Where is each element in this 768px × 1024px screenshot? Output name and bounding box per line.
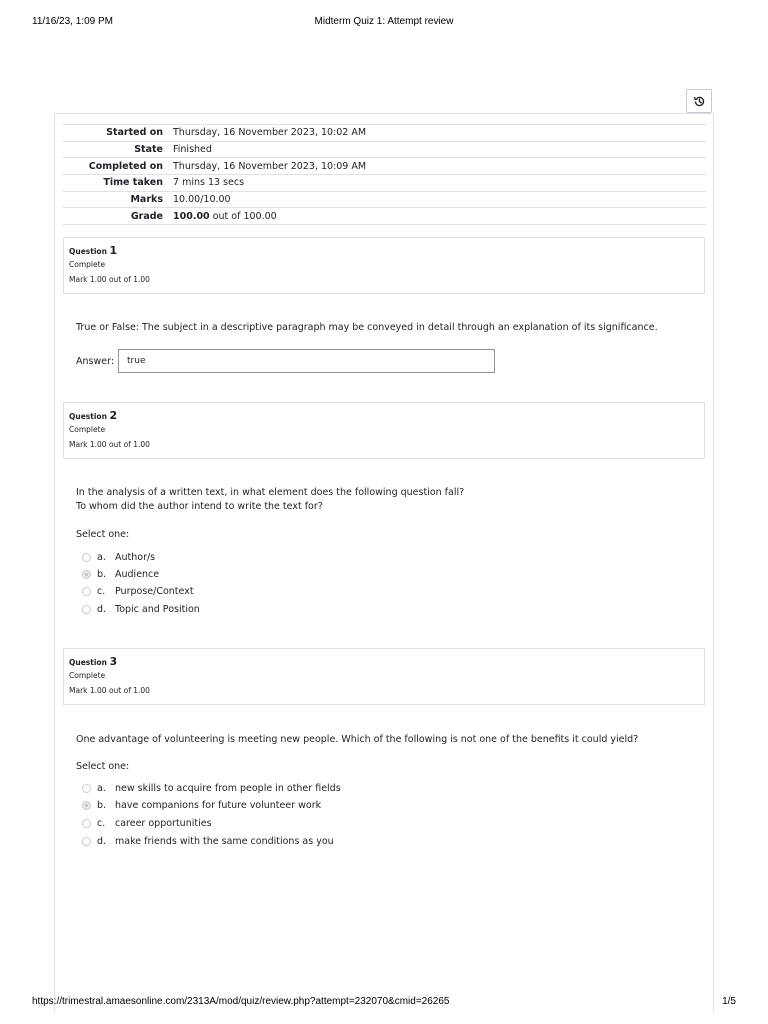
question-grade: Mark 1.00 out of 1.00 — [69, 275, 150, 284]
option-b[interactable] — [82, 567, 159, 581]
summary-value: 7 mins 13 secs — [173, 177, 245, 189]
summary-row — [63, 175, 706, 192]
option-text: Purpose/Context — [115, 585, 194, 597]
select-one-label: Select one: — [76, 761, 130, 772]
option-text: Author/s — [115, 551, 156, 563]
question-text-2 — [76, 486, 464, 514]
question-info-3 — [63, 648, 705, 705]
question-num: 2 — [109, 409, 118, 422]
summary-row — [63, 191, 706, 208]
radio-button[interactable] — [82, 819, 91, 828]
grade-out-of: out of 100.00 — [209, 210, 277, 222]
summary-label: Time taken — [103, 177, 163, 189]
question-num: 1 — [109, 244, 118, 257]
option-letter: d. — [97, 603, 107, 615]
option-a[interactable] — [82, 550, 155, 564]
question-prefix: Question — [69, 247, 110, 256]
summary-row — [63, 125, 706, 142]
summary-label: Started on — [106, 127, 163, 139]
option-text: new skills to acquire from people in other fields — [115, 782, 341, 794]
option-letter: d. — [97, 835, 107, 847]
option-a[interactable] — [82, 781, 341, 795]
print-header — [0, 16, 768, 30]
question-text-line: To whom did the author intend to write the text for? — [76, 501, 323, 512]
radio-button[interactable] — [82, 837, 91, 846]
question-text-1: True or False: The subject in a descriptive paragraph may be conveyed in detail through an explanation of its significance. — [76, 322, 658, 333]
question-grade: Mark 1.00 out of 1.00 — [69, 686, 150, 695]
print-footer — [0, 996, 768, 1010]
summary-row — [63, 158, 706, 175]
option-text: make friends with the same conditions as you — [115, 835, 334, 847]
print-url: https://trimestral.amaesonline.com/2313A/mod/quiz/review.php?attempt=232070&cmid=26265 — [32, 996, 450, 1007]
question-info-1 — [63, 237, 705, 294]
print-page-number: 1/5 — [722, 996, 736, 1007]
option-d[interactable] — [82, 834, 334, 848]
timer-toggle-button[interactable] — [686, 89, 712, 113]
option-letter: b. — [97, 799, 107, 811]
option-text: have companions for future volunteer work — [115, 799, 322, 811]
option-b[interactable] — [82, 798, 321, 812]
question-prefix: Question — [69, 412, 110, 421]
answer-row — [76, 349, 495, 373]
summary-value: Thursday, 16 November 2023, 10:09 AM — [173, 160, 367, 172]
history-icon — [693, 95, 706, 108]
option-letter: b. — [97, 568, 107, 580]
summary-label: State — [134, 144, 163, 156]
summary-row — [63, 141, 706, 158]
option-d[interactable] — [82, 602, 200, 616]
answer-input[interactable]: true — [118, 349, 495, 373]
summary-label: Grade — [130, 210, 163, 222]
option-text: career opportunities — [115, 817, 212, 829]
question-text-line: In the analysis of a written text, in what element does the following question fall? — [76, 487, 465, 498]
question-state: Complete — [69, 671, 106, 680]
question-state: Complete — [69, 260, 106, 269]
radio-button[interactable] — [82, 784, 91, 793]
radio-button[interactable] — [82, 587, 91, 596]
option-letter: c. — [97, 585, 106, 597]
print-title: Midterm Quiz 1: Attempt review — [314, 16, 454, 27]
summary-value: Finished — [173, 144, 212, 156]
summary-value — [173, 208, 706, 225]
option-text: Audience — [115, 568, 160, 580]
radio-button-checked[interactable] — [82, 801, 91, 810]
select-one-label: Select one: — [76, 529, 130, 540]
question-grade: Mark 1.00 out of 1.00 — [69, 440, 150, 449]
print-datetime: 11/16/23, 1:09 PM — [32, 16, 113, 27]
attempt-summary-table — [63, 124, 706, 225]
question-info-2 — [63, 402, 705, 459]
question-prefix: Question — [69, 658, 110, 667]
summary-value: Thursday, 16 November 2023, 10:02 AM — [173, 127, 367, 139]
question-state: Complete — [69, 425, 106, 434]
option-letter: a. — [97, 551, 106, 563]
summary-value: 10.00/10.00 — [173, 194, 231, 206]
option-letter: c. — [97, 817, 106, 829]
question-number — [69, 655, 699, 668]
radio-button[interactable] — [82, 605, 91, 614]
question-text-3: One advantage of volunteering is meeting new people. Which of the following is not one of the benefits it could yield? — [76, 734, 639, 745]
radio-button-checked[interactable] — [82, 570, 91, 579]
grade-value: 100.00 — [173, 210, 210, 222]
option-c[interactable] — [82, 584, 194, 598]
question-num: 3 — [109, 655, 118, 668]
question-number — [69, 409, 699, 422]
option-letter: a. — [97, 782, 106, 794]
answer-label: Answer: — [76, 355, 115, 367]
summary-label: Marks — [130, 194, 163, 206]
summary-row — [63, 208, 706, 225]
radio-button[interactable] — [82, 553, 91, 562]
option-c[interactable] — [82, 816, 212, 830]
summary-label: Completed on — [88, 160, 163, 172]
option-text: Topic and Position — [115, 603, 200, 615]
question-number — [69, 244, 699, 257]
